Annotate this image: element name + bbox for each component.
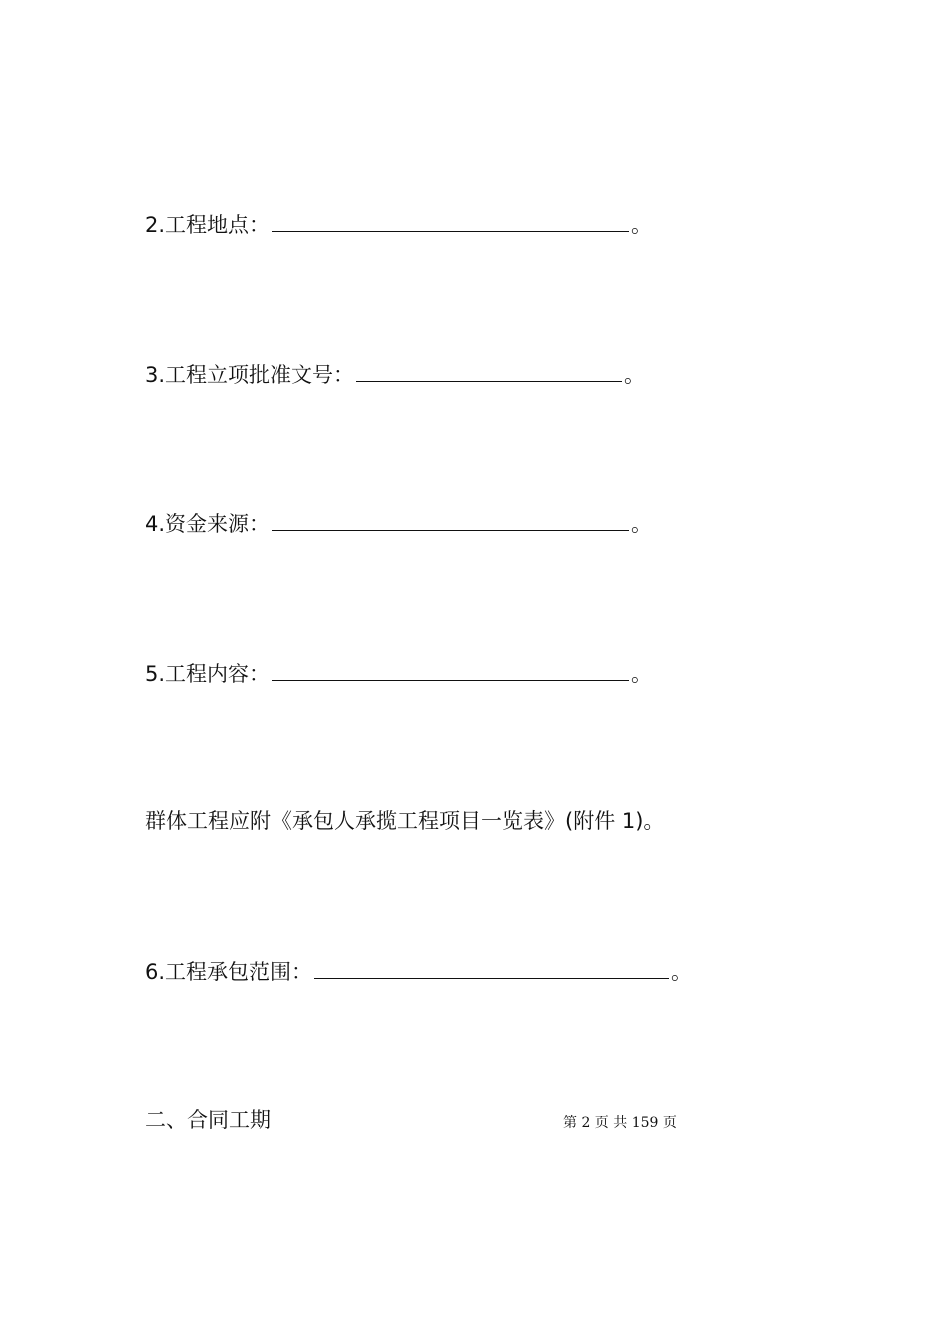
section-heading-text: 二、合同工期 <box>145 1108 271 1132</box>
item-project-content <box>145 658 652 688</box>
fill-in-blank[interactable] <box>272 508 629 531</box>
item-label: 3.工程立项批准文号： <box>145 363 355 387</box>
item-project-location <box>145 209 652 239</box>
fill-in-blank[interactable] <box>356 359 622 382</box>
item-approval-number <box>145 359 645 389</box>
item-end-mark: 。 <box>631 213 653 237</box>
note-text: 群体工程应附《承包人承揽工程项目一览表》(附件 1)。 <box>145 809 665 833</box>
item-label: 5.工程内容： <box>145 662 271 686</box>
item-end-mark: 。 <box>631 662 653 686</box>
section-heading <box>145 1106 271 1134</box>
item-contract-scope <box>145 956 692 986</box>
item-end-mark: 。 <box>671 960 693 984</box>
item-funding-source <box>145 508 652 538</box>
group-project-note <box>145 807 664 835</box>
item-label: 2.工程地点： <box>145 213 271 237</box>
item-label: 4.资金来源： <box>145 512 271 536</box>
fill-in-blank[interactable] <box>314 956 669 979</box>
page-number: 第 2 页 共 159 页 <box>563 1115 677 1131</box>
item-end-mark: 。 <box>624 363 646 387</box>
item-end-mark: 。 <box>631 512 653 536</box>
fill-in-blank[interactable] <box>272 209 629 232</box>
item-label: 6.工程承包范围： <box>145 960 313 984</box>
fill-in-blank[interactable] <box>272 658 629 681</box>
